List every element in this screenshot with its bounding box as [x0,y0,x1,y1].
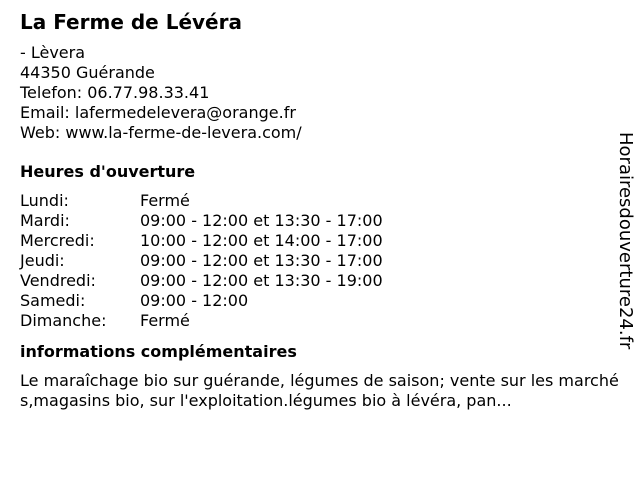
hours-day: Mercredi: [20,231,95,250]
hours-row-mercredi [20,231,620,251]
street-line: - Lèvera [20,43,86,62]
hours-time: 10:00 - 12:00 et 14:00 - 17:00 [140,231,383,250]
info-description: Le maraîchage bio sur guérande, légumes de saison; vente sur les marchés,magasins bio, sur l'exploitation.légumes bio à lévéra, pan... [20,371,619,410]
phone-line: Telefon: 06.77.98.33.41 [20,83,210,102]
hours-day: Samedi: [20,291,86,310]
address-block [20,43,620,143]
site-watermark: Horairesdouverture24.fr [615,132,636,350]
email-line: Email: lafermedelevera@orange.fr [20,103,296,122]
hours-row-jeudi [20,251,620,271]
hours-day: Mardi: [20,211,70,230]
hours-day: Jeudi: [20,251,65,270]
hours-row-lundi [20,191,620,211]
hours-time: Fermé [140,191,190,210]
info-heading: informations complémentaires [20,342,297,361]
hours-time: 09:00 - 12:00 [140,291,249,310]
hours-time: Fermé [140,311,190,330]
business-card [20,8,620,411]
hours-row-vendredi [20,271,620,291]
hours-time: 09:00 - 12:00 et 13:30 - 17:00 [140,251,383,270]
hours-row-mardi [20,211,620,231]
web-line: Web: www.la-ferme-de-levera.com/ [20,123,302,142]
hours-row-dimanche [20,311,620,331]
hours-table [20,191,620,331]
hours-day: Lundi: [20,191,69,210]
hours-heading: Heures d'ouverture [20,162,196,181]
hours-time: 09:00 - 12:00 et 13:30 - 17:00 [140,211,383,230]
hours-day: Dimanche: [20,311,107,330]
business-title: La Ferme de Lévéra [20,10,242,34]
hours-time: 09:00 - 12:00 et 13:30 - 19:00 [140,271,383,290]
hours-day: Vendredi: [20,271,96,290]
city-line: 44350 Guérande [20,63,155,82]
hours-row-samedi [20,291,620,311]
